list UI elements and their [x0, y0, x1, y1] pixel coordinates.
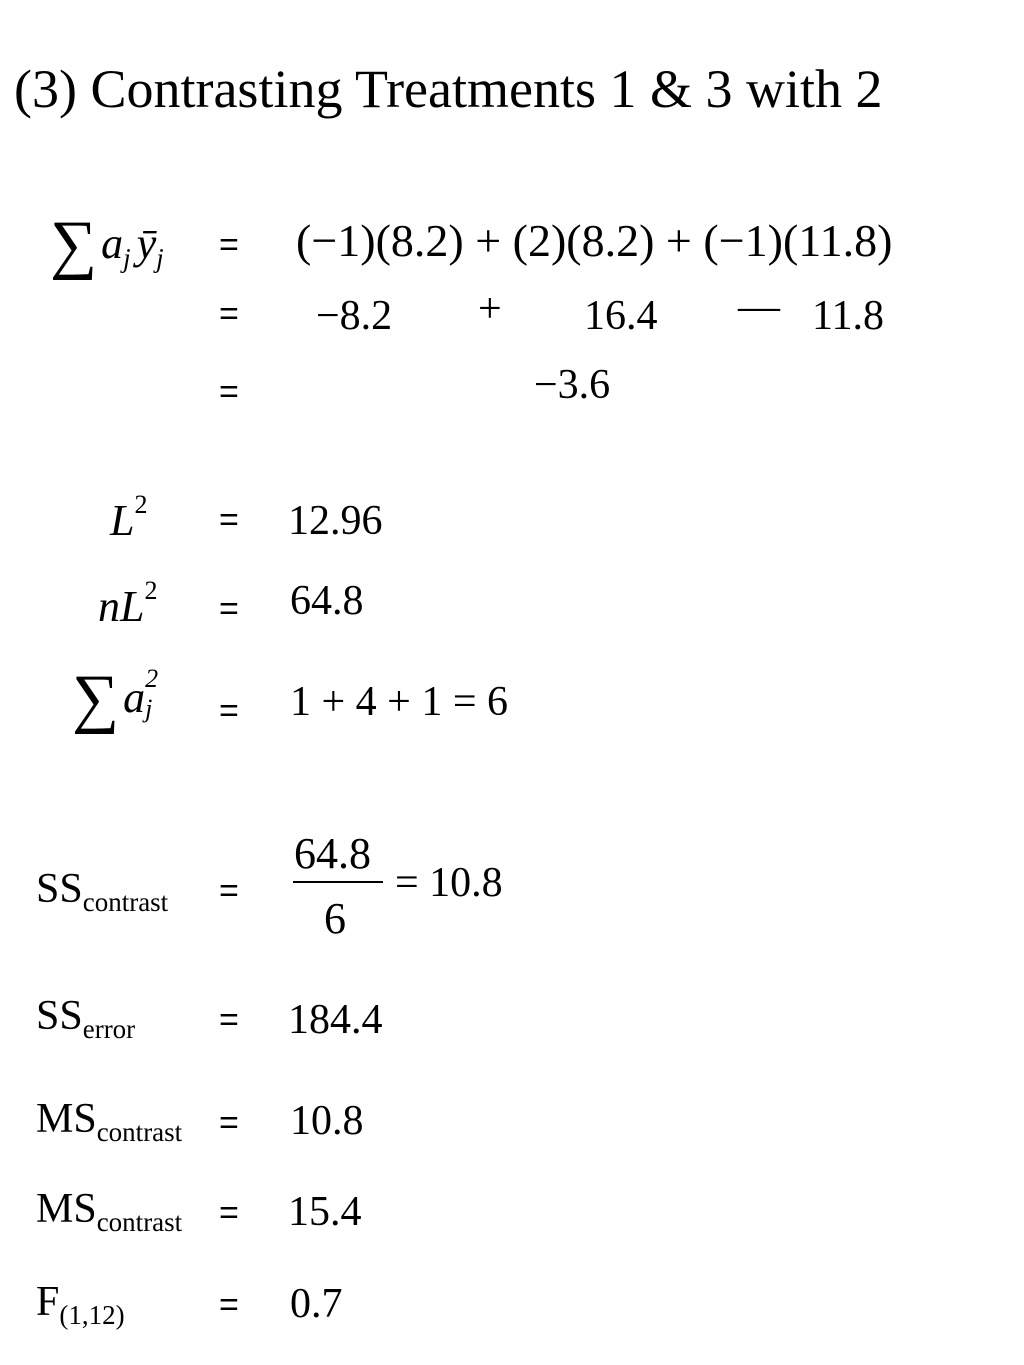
sigma-symbol: ∑ — [50, 208, 98, 281]
sum-ay-lhs — [50, 208, 164, 281]
equals-sign: = — [219, 590, 239, 628]
l-symbol: L — [110, 496, 135, 545]
ms-subscript: contrast — [96, 1117, 183, 1147]
equals-sign: = — [219, 1286, 239, 1324]
equals-sign: = — [219, 1001, 239, 1039]
fraction-denominator: 6 — [324, 894, 346, 943]
f-stat-label — [36, 1281, 125, 1329]
equals-sign: = — [219, 295, 239, 333]
y-bar-symbol: ȳ — [136, 219, 157, 268]
l-squared-value: 12.96 — [288, 498, 383, 544]
n-symbol: n — [98, 582, 120, 631]
equals-sign: = — [219, 373, 239, 411]
a-symbol: a — [123, 673, 146, 722]
plus-operator: + — [478, 286, 502, 332]
ms-contrast-label — [36, 1098, 182, 1146]
exponent-2: 2 — [145, 664, 159, 693]
term-1: −8.2 — [316, 293, 393, 339]
exponent-2: 2 — [134, 490, 148, 519]
ss-base: SS — [36, 866, 83, 912]
page-title: (3) Contrasting Treatments 1 & 3 with 2 — [14, 59, 883, 119]
minus-operator: — — [738, 284, 780, 330]
ms-base: MS — [36, 1186, 97, 1232]
ss-contrast-label — [36, 868, 168, 916]
ms-contrast-label-2 — [36, 1188, 182, 1236]
equals-sign: = — [219, 501, 239, 539]
f-subscript: (1,12) — [59, 1300, 125, 1330]
exponent-2: 2 — [144, 576, 158, 605]
sigma-symbol: ∑ — [72, 662, 120, 735]
a-symbol: a — [101, 219, 124, 268]
sum-a-squared-value: 1 + 4 + 1 = 6 — [290, 679, 509, 725]
ss-error-value: 184.4 — [288, 997, 383, 1043]
sum-a-squared-label — [72, 662, 159, 735]
ms-contrast-value: 10.8 — [290, 1098, 364, 1144]
ms-contrast-value-2: 15.4 — [288, 1189, 362, 1235]
f-stat-value: 0.7 — [290, 1281, 343, 1327]
ss-error-label — [36, 995, 135, 1043]
f-base: F — [36, 1279, 60, 1325]
equals-sign: = — [219, 692, 239, 730]
ss-subscript: error — [82, 1014, 136, 1044]
ss-base: SS — [36, 993, 83, 1039]
equals-sign: = — [219, 872, 239, 910]
ms-base: MS — [36, 1096, 97, 1142]
subscript-j: j — [123, 243, 131, 273]
equals-sign: = — [219, 226, 239, 264]
equals-sign: = — [219, 1104, 239, 1142]
ss-subscript: contrast — [82, 887, 169, 917]
term-3: 11.8 — [812, 293, 884, 339]
expanded-sum: (−1)(8.2) + (2)(8.2) + (−1)(11.8) — [296, 215, 893, 266]
fraction-bar — [293, 881, 383, 883]
ss-contrast-result: = 10.8 — [395, 860, 503, 906]
sum-result: −3.6 — [534, 362, 611, 408]
l-symbol: L — [120, 582, 145, 631]
term-2: 16.4 — [584, 293, 658, 339]
nl-squared-value: 64.8 — [290, 578, 364, 624]
l-squared-label — [110, 492, 147, 543]
fraction-numerator: 64.8 — [294, 829, 371, 878]
ms-subscript: contrast — [96, 1207, 183, 1237]
nl-squared-label — [98, 578, 157, 629]
subscript-j: j — [156, 243, 164, 273]
equals-sign: = — [219, 1194, 239, 1232]
subscript-j: j — [145, 694, 153, 723]
